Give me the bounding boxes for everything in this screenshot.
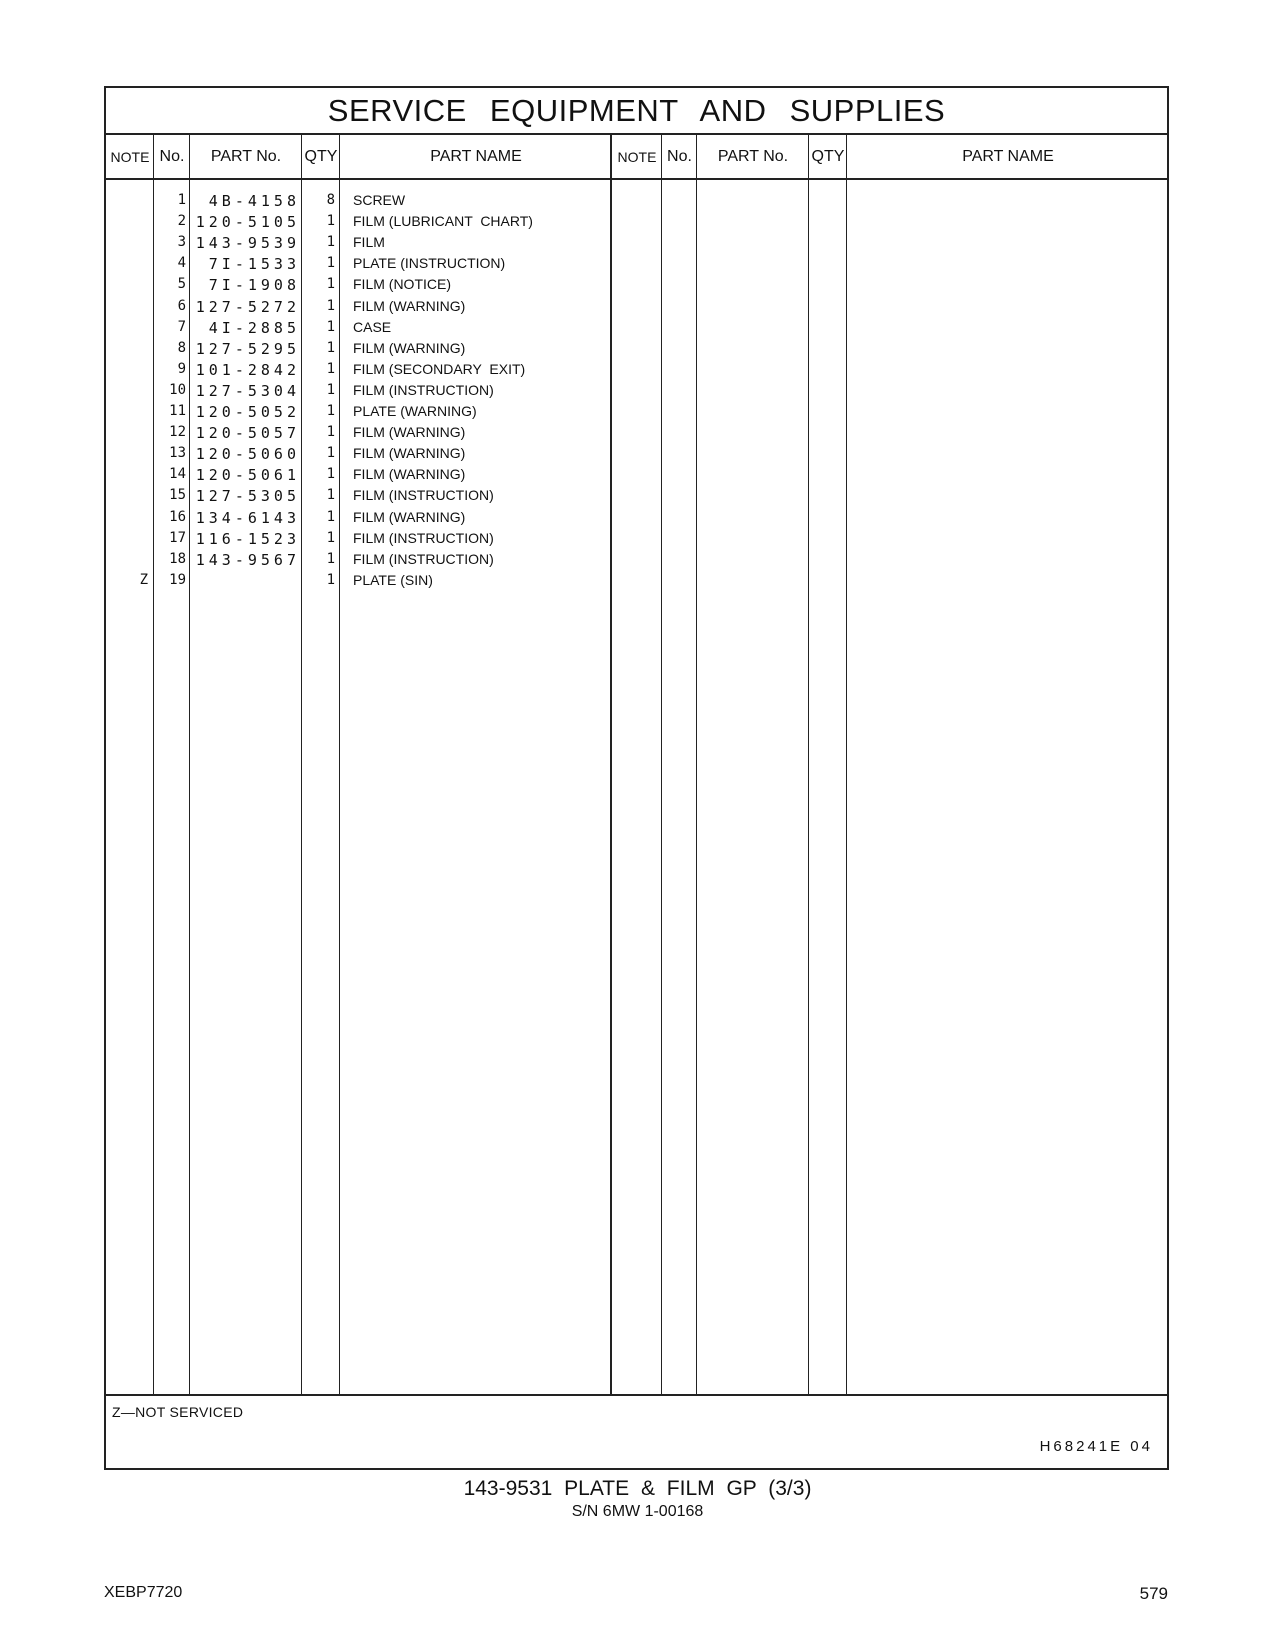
table-row (106, 401, 1167, 423)
document-id: XEBP7720 (104, 1584, 183, 1601)
row-part-name: FILM (WARNING) (353, 466, 466, 483)
row-quantity: 1 (326, 276, 335, 293)
row-part-name: FILM (INSTRUCTION) (353, 487, 494, 504)
row-quantity: 1 (326, 234, 335, 251)
row-number: 14 (169, 466, 186, 483)
row-part-number: 127-5304 (195, 381, 300, 400)
row-number: 6 (177, 297, 186, 314)
row-part-name: PLATE (INSTRUCTION) (353, 255, 506, 272)
table-row (106, 443, 1167, 465)
row-part-number: 116-1523 (195, 529, 300, 548)
table-row (106, 274, 1167, 296)
table-row (106, 232, 1167, 254)
footer-divider (106, 1394, 1167, 1396)
row-number: 4 (177, 255, 186, 272)
row-part-number: 120-5061 (195, 466, 300, 485)
row-part-name: CASE (353, 318, 392, 335)
row-quantity: 1 (326, 466, 335, 483)
row-part-number: 4I-2885 (208, 318, 300, 337)
row-quantity: 1 (326, 255, 335, 272)
table-row (106, 338, 1167, 360)
row-part-number: 101-2842 (195, 360, 300, 379)
table-row (106, 359, 1167, 381)
table-row (106, 190, 1167, 212)
row-part-name: FILM (WARNING) (353, 339, 466, 356)
table-row (106, 296, 1167, 318)
row-number: 7 (177, 318, 186, 335)
header-qty-right: QTY (811, 147, 845, 165)
row-number: 19 (169, 571, 186, 588)
drawing-code: H68241E 04 (1039, 1438, 1153, 1455)
row-part-name: FILM (SECONDARY EXIT) (353, 360, 526, 377)
row-number: 12 (169, 424, 186, 441)
row-quantity: 1 (326, 487, 335, 504)
row-quantity: 1 (326, 297, 335, 314)
row-part-name: FILM (WARNING) (353, 297, 466, 314)
row-part-number: 134-6143 (195, 508, 300, 527)
row-number: 9 (177, 360, 186, 377)
header-no-right: No. (667, 147, 692, 165)
row-part-name: FILM (WARNING) (353, 508, 466, 525)
row-quantity: 1 (326, 445, 335, 462)
table-row (106, 549, 1167, 571)
row-part-name: PLATE (WARNING) (353, 403, 477, 419)
row-part-name: FILM (INSTRUCTION) (353, 529, 494, 546)
table-row (106, 528, 1167, 550)
header-part-name-right: PART NAME (962, 147, 1054, 165)
header-note: NOTE (110, 148, 150, 165)
row-part-number: 120-5105 (195, 213, 300, 232)
row-part-name: PLATE (SIN) (353, 571, 433, 588)
row-quantity: 1 (326, 529, 335, 546)
row-part-number: 127-5305 (195, 487, 300, 506)
row-part-number: 7I-1908 (208, 276, 300, 295)
row-quantity: 8 (326, 192, 335, 208)
row-quantity: 1 (326, 381, 335, 398)
serial-number-range: S/N 6MW 1-00168 (571, 1503, 704, 1520)
row-number: 5 (177, 276, 186, 293)
row-number: 17 (169, 529, 186, 546)
row-quantity: 1 (326, 550, 335, 567)
row-part-number: 120-5060 (195, 445, 300, 464)
row-part-number: 127-5272 (195, 297, 300, 316)
group-caption: 143-9531 PLATE & FILM GP (3/3) (463, 1477, 812, 1500)
row-number: 11 (169, 403, 186, 419)
row-part-name: FILM (WARNING) (353, 424, 466, 441)
row-number: 1 (177, 192, 186, 208)
row-number: 2 (177, 213, 186, 230)
table-row (106, 211, 1167, 233)
row-quantity: 1 (326, 403, 335, 419)
row-part-name: FILM (INSTRUCTION) (353, 381, 494, 398)
parts-table-frame (104, 86, 1169, 1470)
table-row (106, 422, 1167, 444)
row-part-number: 127-5295 (195, 339, 300, 358)
row-number: 10 (169, 381, 186, 398)
table-row (106, 570, 1167, 592)
row-quantity: 1 (326, 339, 335, 356)
row-part-number: 143-9539 (195, 234, 300, 253)
header-no: No. (159, 147, 185, 165)
row-number: 3 (177, 234, 186, 251)
row-part-number: 4B-4158 (208, 192, 300, 210)
row-part-number: 120-5052 (195, 403, 300, 421)
footnote: Z—NOT SERVICED (112, 1404, 244, 1420)
row-part-number: 143-9567 (195, 550, 300, 569)
table-title: SERVICE EQUIPMENT AND SUPPLIES (106, 88, 1167, 135)
row-number: 18 (169, 550, 186, 567)
table-header-row (106, 135, 1167, 180)
row-part-name: FILM (WARNING) (353, 445, 466, 462)
row-quantity: 1 (326, 508, 335, 525)
row-number: 13 (169, 445, 186, 462)
table-row (106, 253, 1167, 275)
row-number: 16 (169, 508, 186, 525)
row-quantity: 1 (326, 360, 335, 377)
table-row (106, 485, 1167, 507)
row-number: 8 (177, 339, 186, 356)
header-qty: QTY (304, 147, 338, 165)
table-row (106, 507, 1167, 529)
header-part-no-right: PART No. (717, 147, 789, 165)
row-quantity: 1 (326, 424, 335, 441)
row-part-name: SCREW (353, 192, 406, 208)
row-part-name: FILM (INSTRUCTION) (353, 550, 494, 567)
table-row (106, 317, 1167, 339)
row-part-name: FILM (LUBRICANT CHART) (353, 213, 533, 230)
header-note-right: NOTE (617, 148, 657, 165)
header-part-name: PART NAME (430, 147, 522, 165)
row-part-name: FILM (353, 234, 385, 251)
header-part-no: PART No. (210, 147, 282, 165)
row-part-number: 7I-1533 (208, 255, 300, 274)
row-quantity: 1 (326, 318, 335, 335)
row-part-name: FILM (NOTICE) (353, 276, 451, 293)
row-quantity: 1 (326, 213, 335, 230)
row-number: 15 (169, 487, 186, 504)
table-row (106, 464, 1167, 486)
row-note: Z (139, 571, 148, 588)
table-row (106, 380, 1167, 402)
row-quantity: 1 (326, 571, 335, 588)
page-number: 579 (1139, 1584, 1168, 1603)
row-part-number: 120-5057 (195, 424, 300, 443)
